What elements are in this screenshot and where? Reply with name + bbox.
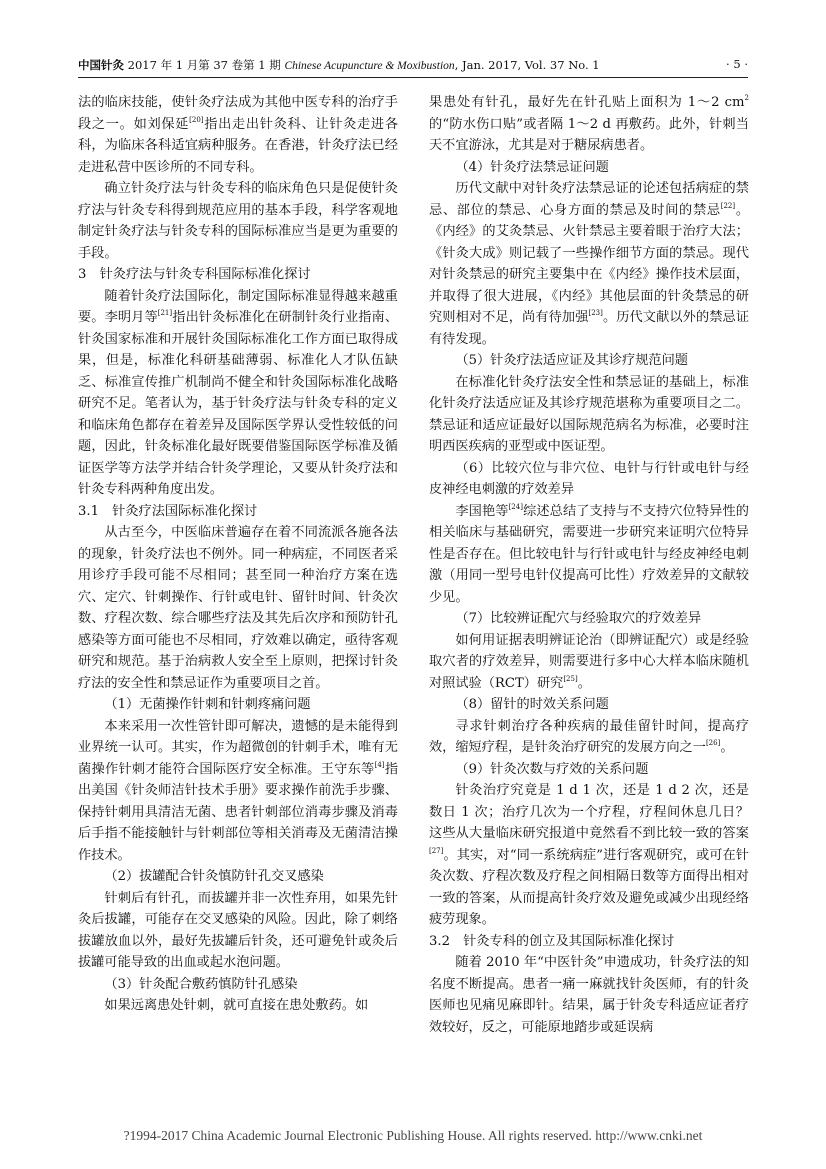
subsection-heading bbox=[429, 694, 749, 716]
issue-info-en: Jan. 2017, Vol. 37 No. 1 bbox=[462, 58, 600, 72]
paragraph-text: 的“防水伤口贴”或者隔 1～2 d 再敷药。此外，针刺当天不宜游泳，尤其是对于糖尿病患者。 bbox=[429, 116, 749, 153]
paragraph-text: 针刺后有针孔，而拔罐并非一次性弃用，如果先针灸后拔罐，可能存在交叉感染的风险。因此，除了刺络拔罐放血以外，最好先拔罐后针灸，还可避免针或灸后拔罐可能导致的出血或起水泡问题。 bbox=[78, 890, 398, 970]
citation-ref: [23] bbox=[588, 309, 603, 317]
paragraph-text: 。 bbox=[720, 740, 734, 755]
paragraph-text: 在标准化针灸疗法安全性和禁忌证的基础上，标准化针灸疗法适应证及其诊疗规范堪称为重要项目之二。禁忌证和适应证最好以国际规范病名为标准，必要时注明西医疾病的亚型或中医证型。 bbox=[429, 374, 749, 454]
paragraph-text: 3.1 针灸疗法国际标准化探讨 bbox=[78, 503, 258, 519]
paragraph bbox=[78, 995, 398, 1017]
journal-title-en: Chinese Acupuncture & Moxibustion bbox=[284, 60, 455, 72]
citation-ref: [4] bbox=[374, 760, 385, 769]
subsection-heading bbox=[429, 608, 749, 630]
paragraph-text: （6）比较穴位与非穴位、电针与行针或电针与经皮神经电刺激的疗效差异 bbox=[429, 460, 749, 497]
citation-ref: [26] bbox=[705, 739, 721, 747]
paragraph-text: 历代文献中对针灸疗法禁忌证的论述包括病症的禁忌、部位的禁忌、心身方面的禁忌及时间的禁忌 bbox=[429, 181, 749, 218]
subsection-heading bbox=[429, 157, 749, 179]
paragraph-text: （5）针灸疗法适应证及其诊疗规范问题 bbox=[455, 353, 688, 368]
paragraph-text: 李国艳等 bbox=[455, 503, 509, 519]
right-column bbox=[429, 92, 749, 1038]
paragraph-text: （7）比较辨证配穴与经验取穴的疗效差异 bbox=[455, 611, 702, 626]
paragraph-text: （1）无菌操作针刺和针刺疼痛问题 bbox=[104, 697, 311, 712]
paragraph-text: 指出针灸标准化在研制针灸行业指南、针灸国家标准和开展针灸国际标准化工作方面已取得成果，但是，标准化科研基础薄弱、标准化人才队伍缺乏、标准宣传推广机制尚不健全和针灸国际标准化战略研究不足。笔者认为，基于针灸疗法与针灸专科的定义和临床角色都存在着差异及国际医学界认受性较低的问题，因此，针灸标准化最好既要借鉴国际医学标准及循证医学等方法学并结合针灸学理论，又要从针灸疗法和针灸专科两种角度出发。 bbox=[78, 310, 399, 497]
citation-ref: [21] bbox=[157, 309, 173, 317]
paragraph-text: （2）拔罐配合针灸慎防针孔交叉感染 bbox=[104, 869, 324, 884]
citation-ref: [27] bbox=[429, 846, 444, 855]
page-number: · 5 · bbox=[726, 57, 748, 71]
subsection-heading bbox=[429, 350, 749, 372]
paragraph-text: 指出美国《针灸师洁针技术手册》要求操作前洗手步骤、保持针刺用具清洁无菌、患者针刺部位消毒步骤及消毒后手指不能接触针与针刺部位等相关消毒及无菌清洁操作技术。 bbox=[78, 761, 399, 863]
section-heading bbox=[78, 264, 398, 286]
paragraph bbox=[429, 630, 749, 695]
paragraph bbox=[429, 501, 749, 609]
paragraph bbox=[78, 716, 398, 867]
subsection-heading bbox=[78, 866, 398, 888]
copyright-footer: ?1994-2017 China Academic Journal Electronic Publishing House. All rights reserved. http://www.cnki.net bbox=[123, 1128, 703, 1143]
paragraph-text: 指出走出针灸科、让针灸走进各科，为临床各科适宜病种服务。在香港，针灸疗法已经走进私营中医诊所的不同专科。 bbox=[78, 116, 399, 175]
issue-info-cn: 2017 年 1 月第 37 卷第 1 期 bbox=[127, 58, 281, 72]
paragraph-text: 如果远离患处针刺，就可直接在患处敷药。如 bbox=[104, 998, 369, 1013]
citation-ref: 2 bbox=[744, 94, 749, 102]
paragraph-text: （8）留针的时效关系问题 bbox=[455, 697, 609, 712]
paragraph-text: （3）针灸配合敷药慎防针孔感染 bbox=[104, 976, 298, 992]
subsection-heading bbox=[78, 694, 398, 716]
paragraph-text: 随着针灸疗法国际化，制定国际标准显得越来越重要。李明月等 bbox=[78, 288, 398, 325]
paragraph bbox=[78, 522, 398, 694]
paragraph-text: 确立针灸疗法与针灸专科的临床角色只是促使针灸疗法与针灸专科得到规范应用的基本手段，科学客观地制定针灸疗法与针灸专科的国际标准应当是更为重要的手段。 bbox=[78, 181, 398, 261]
paragraph-text: 。《内经》的艾灸禁忌、火针禁忌主要着眼于治疗大法；《针灸大成》则记载了一些操作细节方面的禁忌。现代对针灸禁忌的研究主要集中在《内经》操作技术层面，并取得了很大进展，《内经》其他层面的针灸禁忌的研究则相对不足，尚有待加强 bbox=[429, 202, 750, 325]
journal-title-cn: 中国针灸 bbox=[78, 58, 124, 72]
running-header bbox=[78, 55, 748, 78]
subsection-heading bbox=[78, 974, 398, 996]
paragraph-text: 随着 2010 年“中医针灸”申遗成功，针灸疗法的知名度不断提高。患者一痛一麻就找针灸医师，有的针灸医师也见痛见麻即针。结果，属于针灸专科适应证者疗效较好，反之，可能原地踏步或延误病 bbox=[429, 955, 749, 1035]
paragraph-text: 。历代文献以外的禁忌证有待发现。 bbox=[429, 310, 750, 347]
citation-ref: [24] bbox=[508, 502, 523, 511]
paragraph bbox=[429, 178, 749, 350]
header-journal-info: 中国针灸 2017 年 1 月第 37 卷第 1 期 Chinese Acupuncture & Moxibustion, Jan. 2017, Vol. 37 No. 1 bbox=[78, 58, 600, 72]
section-heading bbox=[429, 931, 749, 953]
paragraph bbox=[78, 286, 398, 501]
paragraph-text: 针灸治疗究竟是 1 d 1 次，还是 1 d 2 次，还是数日 1 次；治疗几次为一个疗程，疗程间休息几日？这些从大量临床研究报道中竟然看不到比较一致的答案 bbox=[429, 783, 749, 841]
paragraph-text: 果患处有针孔，最好先在针孔贴上面积为 1～2 cm bbox=[429, 95, 745, 110]
subsection-heading bbox=[429, 759, 749, 781]
paragraph-text: 综述总结了支持与不支持穴位特异性的相关临床与基础研究，需要进一步研究来证明穴位特异性是否存在。但比较电针与行针或电针与经皮神经电刺激（用同一型号电针仪提高可比性）疗效差异的文献较少见。 bbox=[429, 503, 749, 605]
paragraph bbox=[429, 92, 749, 157]
subsection-heading bbox=[429, 458, 749, 501]
paragraph bbox=[429, 952, 749, 1038]
paragraph-text: 3.2 针灸专科的创立及其国际标准化探讨 bbox=[429, 933, 675, 949]
paragraph bbox=[429, 780, 749, 931]
paragraph bbox=[429, 372, 749, 458]
paragraph-text: 。其实，对“同一系统病症”进行客观研究，或可在针灸次数、疗程次数及疗程之间相隔日数等方面得出相对一致的答案，从而提高针灸疗效及避免或减少出现经络疲劳现象。 bbox=[429, 847, 749, 927]
paragraph bbox=[78, 92, 398, 178]
paragraph bbox=[429, 716, 749, 759]
paragraph-text: 本来采用一次性管针即可解决，遗憾的是未能得到业界统一认可。其实，作为超微创的针刺手术，唯有无菌操作针刺才能符合国际医疗安全标准。王守东等 bbox=[78, 718, 398, 777]
citation-ref: [25] bbox=[563, 674, 578, 683]
paragraph-text: 法的临床技能，使针灸疗法成为其他中医专科的治疗手段之一。如刘保延 bbox=[78, 95, 398, 132]
paragraph-text: 寻求针刺治疗各种疾病的最佳留针时间，提高疗效，缩短疗程，是针灸治疗研究的发展方向之一 bbox=[429, 718, 749, 755]
paragraph-text: 如何用证据表明辨证论治（即辨证配穴）或是经验取穴者的疗效差异，则需要进行多中心大样本临床随机对照试验（RCT）研究 bbox=[429, 632, 749, 691]
citation-ref: [22] bbox=[720, 201, 736, 210]
citation-ref: [20] bbox=[189, 115, 204, 124]
paragraph-text: 。 bbox=[577, 675, 591, 691]
left-column bbox=[78, 92, 398, 1017]
paragraph-text: （4）针灸疗法禁忌证问题 bbox=[455, 159, 609, 175]
paragraph bbox=[78, 888, 398, 974]
paragraph-text: （9）针灸次数与疗效的关系问题 bbox=[455, 761, 649, 777]
section-heading bbox=[78, 501, 398, 523]
paragraph bbox=[78, 178, 398, 264]
paragraph-text: 从古至今，中医临床普遍存在着不同流派各施各法的现象，针灸疗法也不例外。同一种病症，不同医者采用诊疗手段可能不尽相同；甚至同一种治疗方案在选穴、定穴、针刺操作、行针或电针、留针时间、针灸次数、疗程次数、综合哪些疗法及其先后次序和预防针孔感染等方面可能也不尽相同，疗效难以确定，亟待客观研究和规范。基于治病救人安全至上原则，把探讨针灸疗法的安全性和禁忌证作为重要项目之首。 bbox=[78, 525, 398, 691]
paragraph-text: 3 针灸疗法与针灸专科国际标准化探讨 bbox=[78, 267, 311, 282]
